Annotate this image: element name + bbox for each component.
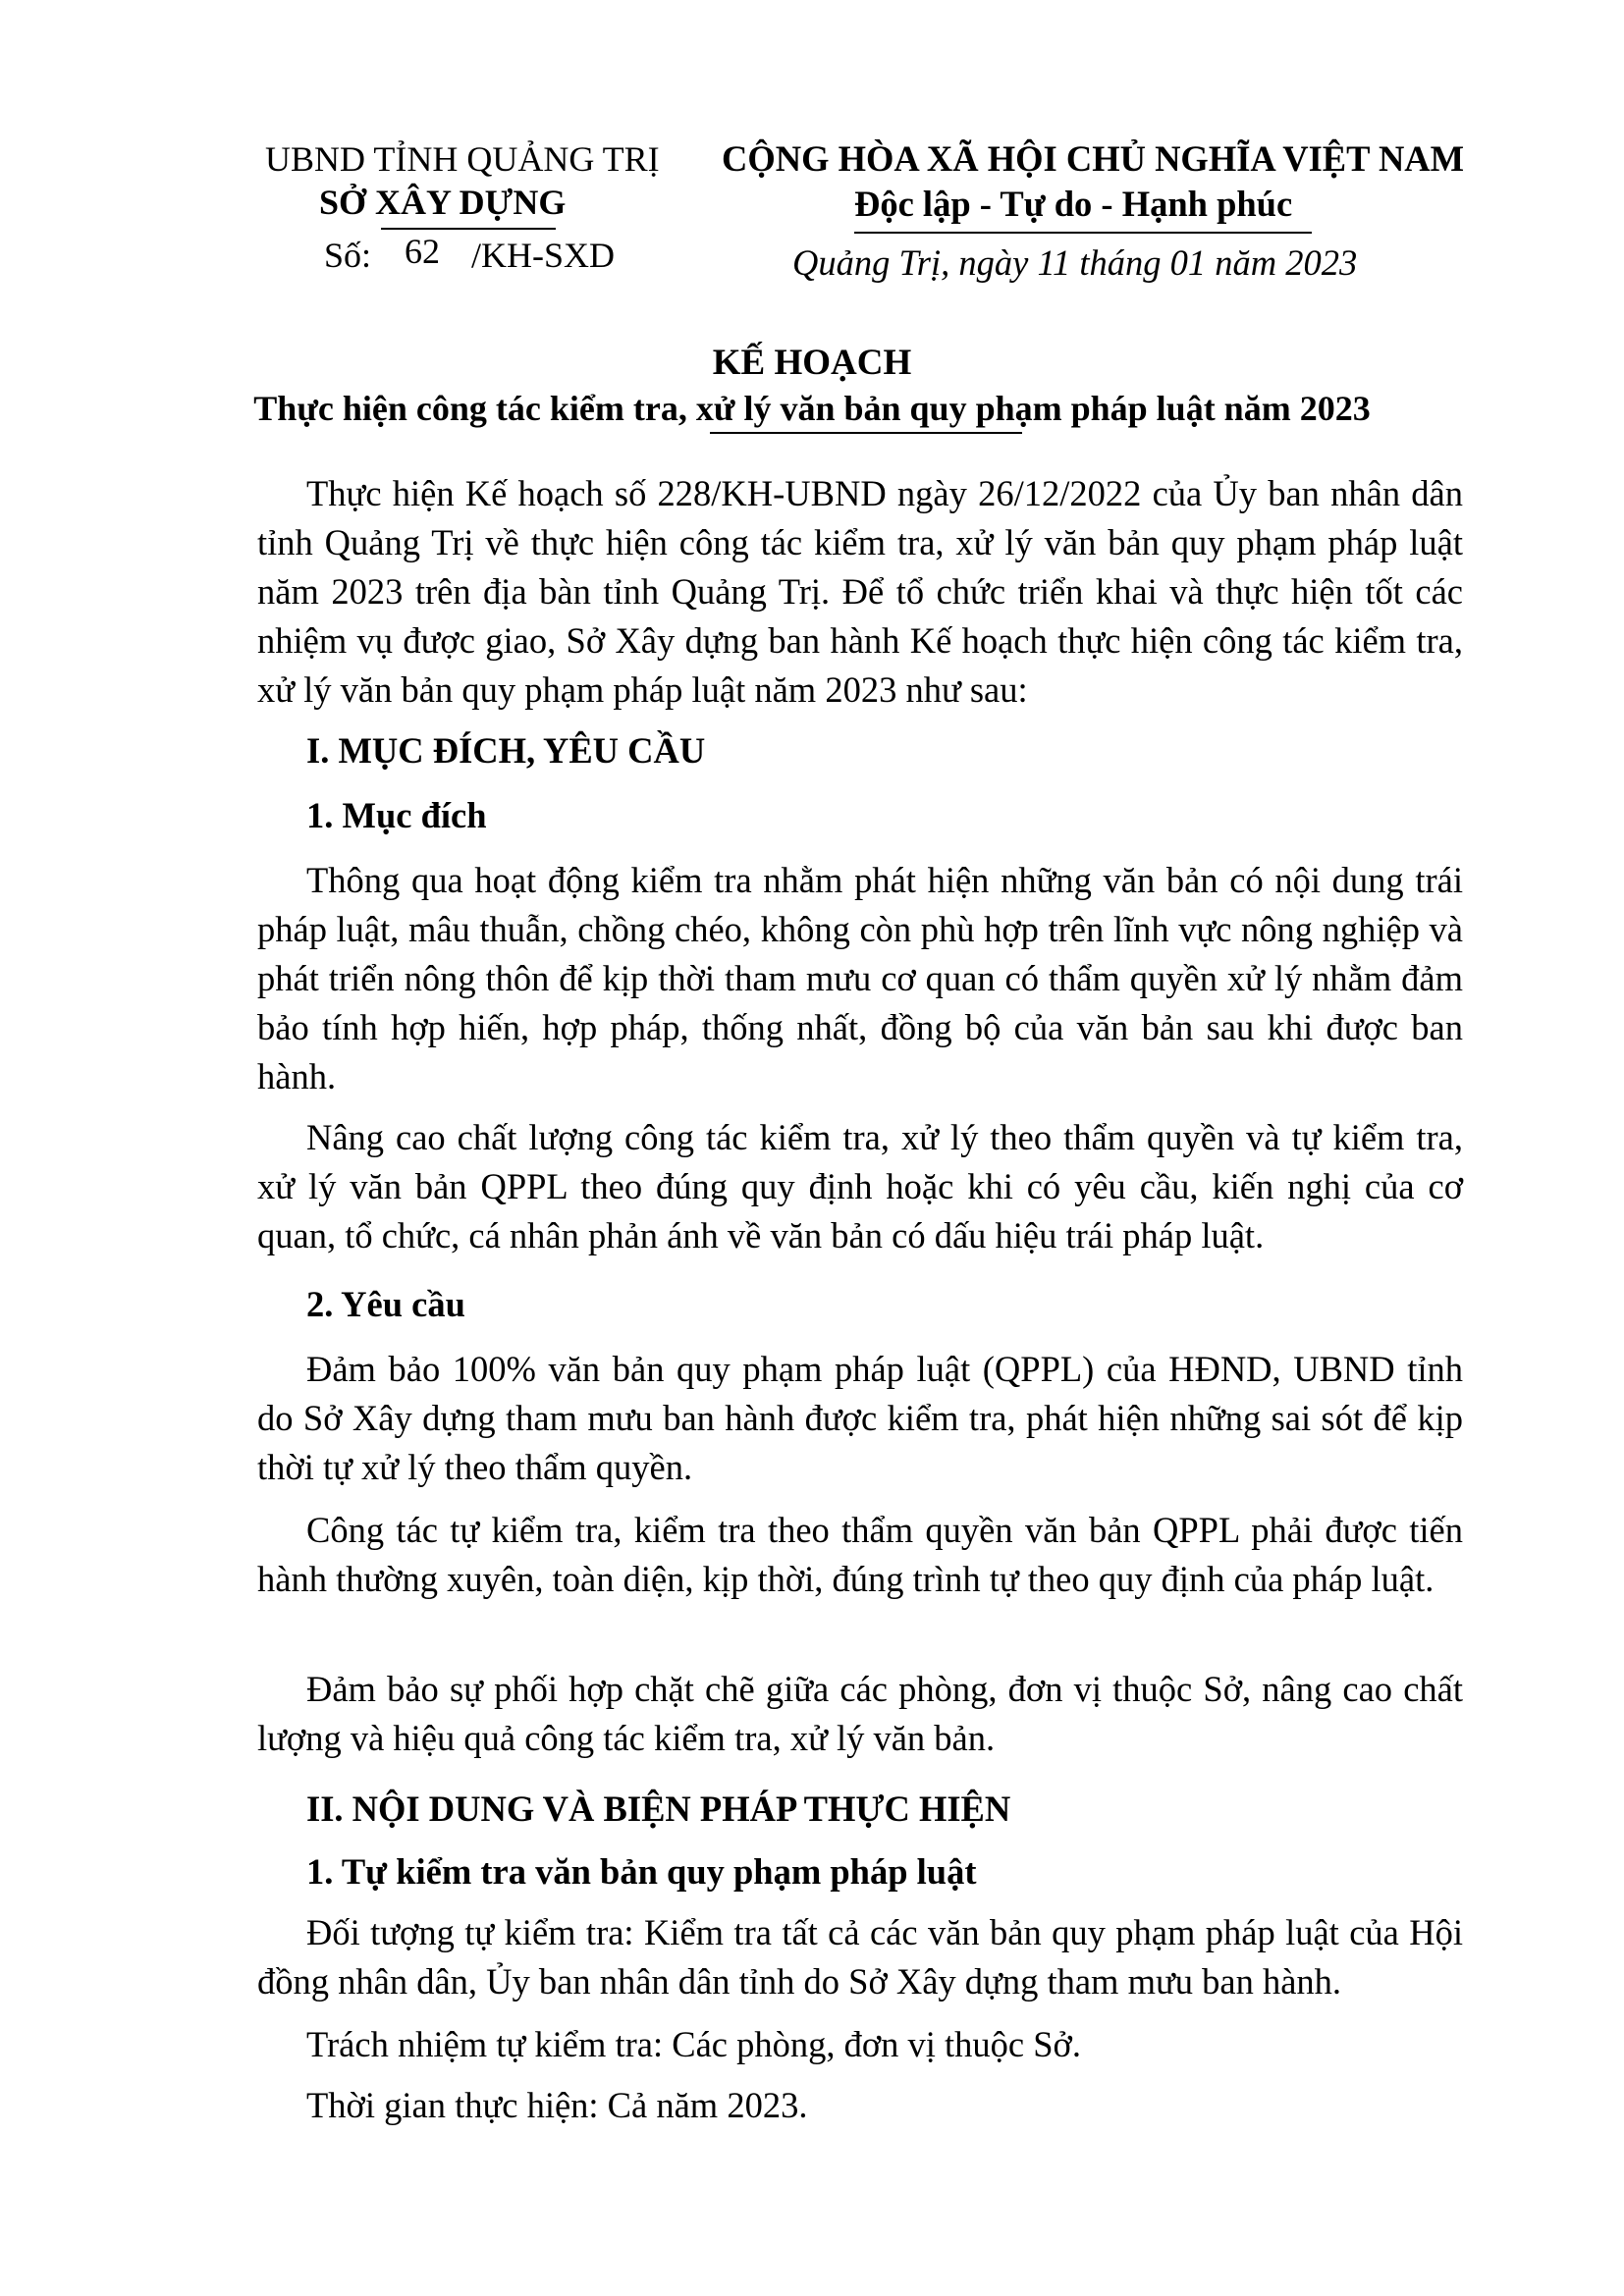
document-type: KẾ HOẠCH: [712, 343, 912, 383]
requirements-paragraph-3: [257, 1665, 1463, 1763]
requirements-text-1: Đảm bảo 100% văn bản quy phạm pháp luật (QPPL) của HĐND, UBND tỉnh do Sở Xây dựng tham mưu ban hành được kiểm tra, phát hiện những sai sót để kịp thời tự xử lý theo thẩm quyền.: [257, 1349, 1463, 1487]
subsection-requirements-heading: 2. Yêu cầu: [306, 1284, 465, 1324]
document-number: [324, 234, 615, 277]
purpose-text-2: Nâng cao chất lượng công tác kiểm tra, xử lý theo thẩm quyền và tự kiểm tra, xử lý văn bản QPPL theo đúng quy định hoặc khi có yêu cầu, kiến nghị của cơ quan, tổ chức, cá nhân phản ánh về văn bản có dấu hiệu trái pháp luật.: [257, 1117, 1463, 1255]
self-check-paragraph-2: [257, 2020, 1463, 2069]
motto-underline: [854, 232, 1312, 234]
country-name: CỘNG HÒA XÃ HỘI CHỦ NGHĨA VIỆT NAM: [722, 138, 1465, 179]
national-motto: Độc lập - Tự do - Hạnh phúc: [854, 184, 1293, 224]
self-check-text-3: Thời gian thực hiện: Cả năm 2023.: [306, 2085, 808, 2125]
date-line: Quảng Trị, ngày 11 tháng 01 năm 2023: [792, 242, 1358, 283]
self-check-paragraph-3: [257, 2081, 1463, 2130]
subject-underline: [710, 432, 1022, 434]
purpose-paragraph-2: [257, 1113, 1463, 1260]
number-value: 62: [405, 232, 441, 271]
self-check-paragraph-1: [257, 1908, 1463, 2006]
subsection-self-check-heading: 1. Tự kiểm tra văn bản quy phạm pháp luật: [306, 1851, 977, 1892]
requirements-text-3: Đảm bảo sự phối hợp chặt chẽ giữa các phòng, đơn vị thuộc Sở, nâng cao chất lượng và hiệu quả công tác kiểm tra, xử lý văn bản.: [257, 1669, 1463, 1758]
document-subject: Thực hiện công tác kiểm tra, xử lý văn bản quy phạm pháp luật năm 2023: [253, 389, 1371, 428]
agency-name: SỞ XÂY DỰNG: [319, 183, 567, 222]
intro-text: Thực hiện Kế hoạch số 228/KH-UBND ngày 26/12/2022 của Ủy ban nhân dân tỉnh Quảng Trị về thực hiện công tác kiểm tra, xử lý văn bản quy phạm pháp luật năm 2023 trên địa bàn tỉnh Quảng Trị. Để tổ chức triển khai và thực hiện tốt các nhiệm vụ được giao, Sở Xây dựng ban hành Kế hoạch thực hiện công tác kiểm tra, xử lý văn bản quy phạm pháp luật năm 2023 như sau:: [257, 473, 1463, 710]
number-prefix: Số:: [324, 236, 372, 275]
purpose-text-1: Thông qua hoạt động kiểm tra nhằm phát hiện những văn bản có nội dung trái pháp luật, mâu thuẫn, chồng chéo, không còn phù hợp trên lĩnh vực nông nghiệp và phát triển nông thôn để kịp thời tham mưu cơ quan có thẩm quyền xử lý nhằm đảm bảo tính hợp hiến, hợp pháp, thống nhất, đồng bộ của văn bản sau khi được ban hành.: [257, 860, 1463, 1096]
purpose-paragraph-1: [257, 856, 1463, 1101]
requirements-text-2: Công tác tự kiểm tra, kiểm tra theo thẩm quyền văn bản QPPL phải được tiến hành thường xuyên, toàn diện, kịp thời, đúng trình tự theo quy định của pháp luật.: [257, 1510, 1463, 1599]
agency-underline: [381, 228, 556, 230]
intro-paragraph: [257, 469, 1463, 715]
requirements-paragraph-1: [257, 1345, 1463, 1492]
self-check-text-1: Đối tượng tự kiểm tra: Kiểm tra tất cả các văn bản quy phạm pháp luật của Hội đồng nhân dân, Ủy ban nhân dân tỉnh do Sở Xây dựng tham mưu ban hành.: [257, 1912, 1463, 2002]
agency-parent: UBND TỈNH QUẢNG TRỊ: [265, 139, 660, 179]
self-check-text-2: Trách nhiệm tự kiểm tra: Các phòng, đơn vị thuộc Sở.: [306, 2024, 1081, 2064]
number-suffix: /KH-SXD: [471, 236, 616, 275]
subsection-purpose-heading: 1. Mục đích: [306, 795, 487, 835]
section-1-heading: I. MỤC ĐÍCH, YÊU CẦU: [306, 730, 706, 771]
requirements-paragraph-2: [257, 1506, 1463, 1604]
section-2-heading: II. NỘI DUNG VÀ BIỆN PHÁP THỰC HIỆN: [306, 1789, 1011, 1829]
